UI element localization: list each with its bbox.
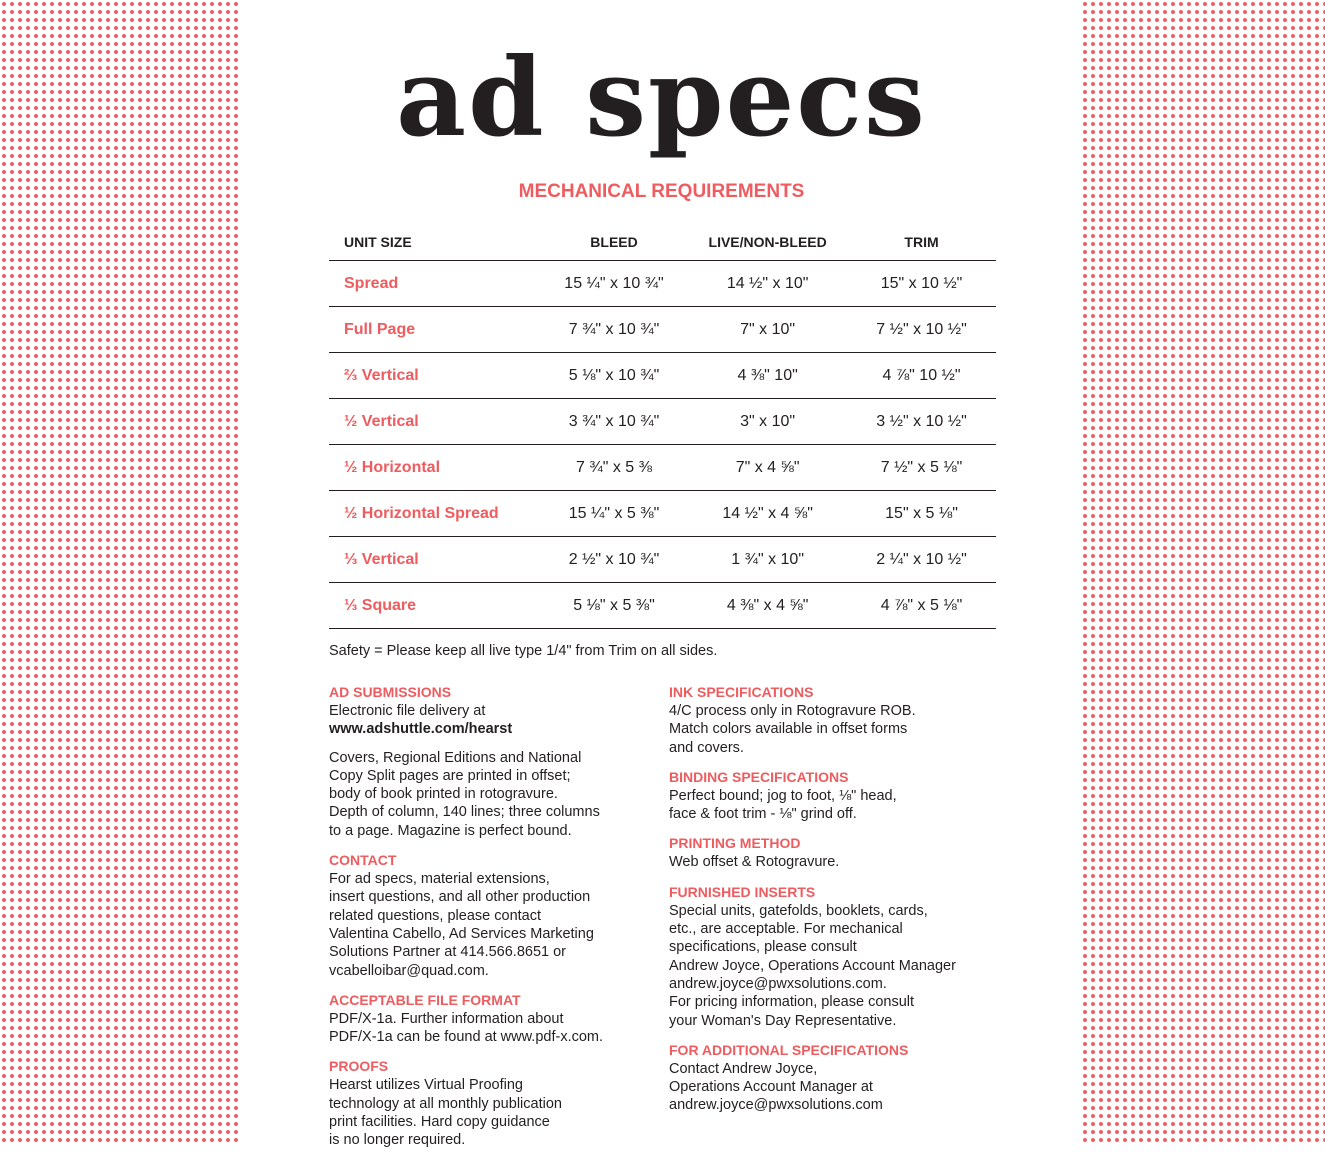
- live-cell: 3" x 10": [688, 399, 847, 445]
- bleed-cell: 7 ¾" x 10 ¾": [540, 307, 688, 353]
- file-format-heading: ACCEPTABLE FILE FORMAT: [329, 991, 521, 1008]
- left-column: [329, 682, 649, 1150]
- proofs-heading: PROOFS: [329, 1058, 389, 1075]
- ink-heading: INK SPECIFICATIONS: [669, 684, 814, 700]
- ink-body: 4/C process only in Rotogravure ROB. Match colors available in offset forms and covers.: [669, 703, 916, 756]
- live-cell: 1 ¾" x 10": [688, 537, 847, 583]
- live-cell: 4 ⅜" 10": [688, 353, 847, 399]
- live-cell: 14 ½" x 4 ⅝": [688, 491, 847, 537]
- adshuttle-link[interactable]: www.adshuttle.com/hearst: [329, 721, 513, 738]
- bleed-cell: 15 ¼" x 10 ¾": [540, 261, 688, 307]
- table-row: [329, 583, 996, 629]
- table-row: [329, 399, 996, 445]
- unit-size-cell: ½ Vertical: [329, 399, 540, 445]
- trim-cell: 4 ⅞" x 5 ⅛": [847, 583, 996, 629]
- right-column: [669, 682, 1009, 1115]
- bleed-cell: 5 ⅛" x 5 ⅜": [540, 583, 688, 629]
- unit-size-cell: ⅓ Square: [329, 583, 540, 629]
- bleed-cell: 15 ¼" x 5 ⅜": [540, 491, 688, 537]
- safety-note: Safety = Please keep all live type 1/4" from Trim on all sides.: [329, 643, 718, 659]
- table-row: [329, 537, 996, 583]
- table-row: [329, 261, 996, 307]
- contact-heading: CONTACT: [329, 852, 397, 869]
- contact-body: For ad specs, material extensions, insert questions, and all other production related questions, please contact Valentina Cabello, Ad Services Marketing Solutions Partner at 414.566.8651 or vcabelloibar@quad.com.: [329, 871, 594, 979]
- trim-cell: 7 ½" x 5 ⅛": [847, 445, 996, 491]
- unit-size-cell: ½ Horizontal: [329, 445, 540, 491]
- ad-submissions-heading: AD SUBMISSIONS: [329, 684, 452, 700]
- unit-size-cell: Full Page: [329, 307, 540, 353]
- table-row: [329, 307, 996, 353]
- unit-size-cell: ½ Horizontal Spread: [329, 491, 540, 537]
- live-cell: 7" x 4 ⅝": [688, 445, 847, 491]
- inserts-body: Special units, gatefolds, booklets, cards, etc., are acceptable. For mechanical specifications, please consult Andrew Joyce, Operations Account Manager andrew.joyce@pwxsolutions.com. For pricing information, please consult your Woman's Day Representative.: [669, 902, 956, 1029]
- inserts-heading: FURNISHED INSERTS: [669, 883, 816, 900]
- trim-cell: 15" x 10 ½": [847, 261, 996, 307]
- trim-cell: 2 ¼" x 10 ½": [847, 537, 996, 583]
- dot-pattern-right: [1081, 0, 1325, 1146]
- proofs-body: Hearst utilizes Virtual Proofing technology at all monthly publication print facilities. Hard copy guidance is no longer required.: [329, 1077, 562, 1149]
- unit-size-cell: Spread: [329, 261, 540, 307]
- printing-body: Web offset & Rotogravure.: [669, 854, 840, 871]
- table-row: [329, 445, 996, 491]
- binding-body: Perfect bound; jog to foot, ⅛" head, face & foot trim - ⅛" grind off.: [669, 787, 897, 823]
- live-cell: 7" x 10": [688, 307, 847, 353]
- additional-body: Contact Andrew Joyce, Operations Account Manager at andrew.joyce@pwxsolutions.com: [669, 1060, 883, 1114]
- table-row: [329, 491, 996, 537]
- dot-pattern-left: [0, 0, 242, 1146]
- trim-cell: 7 ½" x 10 ½": [847, 307, 996, 353]
- file-format-body: PDF/X-1a. Further information about PDF/X-1a can be found at www.pdf-x.com.: [329, 1010, 604, 1046]
- bleed-cell: 3 ¾" x 10 ¾": [540, 399, 688, 445]
- ad-submissions-line: Electronic file delivery at: [329, 703, 486, 719]
- table-row: [329, 353, 996, 399]
- printing-heading: PRINTING METHOD: [669, 835, 801, 852]
- trim-cell: 3 ½" x 10 ½": [847, 399, 996, 445]
- live-cell: 4 ⅜" x 4 ⅝": [688, 583, 847, 629]
- table-header-row: [329, 224, 996, 261]
- ad-submissions-body: Covers, Regional Editions and National Copy Split pages are printed in offset; body of book printed in rotogravure. Depth of column, 140 lines; three columns to a page. Magazine is perfect bound.: [329, 749, 600, 839]
- additional-heading: FOR ADDITIONAL SPECIFICATIONS: [669, 1041, 909, 1058]
- bleed-cell: 5 ⅛" x 10 ¾": [540, 353, 688, 399]
- unit-size-cell: ⅔ Vertical: [329, 353, 540, 399]
- bleed-cell: 2 ½" x 10 ¾": [540, 537, 688, 583]
- header-trim: TRIM: [847, 224, 996, 261]
- header-unit-size: UNIT SIZE: [329, 224, 540, 261]
- header-live: LIVE/NON-BLEED: [688, 224, 847, 261]
- bleed-cell: 7 ¾" x 5 ⅜: [540, 445, 688, 491]
- spec-sheet: [242, 0, 1081, 1162]
- binding-heading: BINDING SPECIFICATIONS: [669, 768, 849, 785]
- live-cell: 14 ½" x 10": [688, 261, 847, 307]
- unit-size-cell: ⅓ Vertical: [329, 537, 540, 583]
- section-subtitle: MECHANICAL REQUIREMENTS: [518, 181, 805, 202]
- trim-cell: 4 ⅞" 10 ½": [847, 353, 996, 399]
- page-title: ad specs: [396, 35, 927, 161]
- header-bleed: BLEED: [540, 224, 688, 261]
- specs-table: [329, 224, 996, 629]
- trim-cell: 15" x 5 ⅛": [847, 491, 996, 537]
